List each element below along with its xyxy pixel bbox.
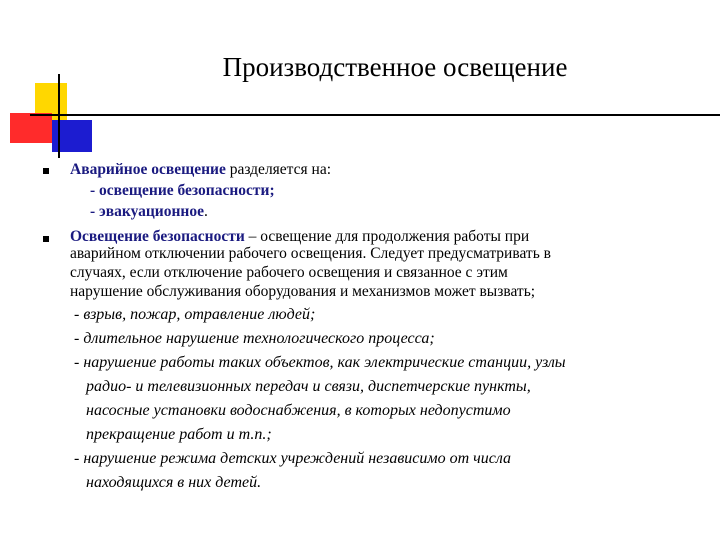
italic-line: - взрыв, пожар, отравление людей; — [70, 306, 316, 323]
italic-line: насосные установки водоснабжения, в которых недопустимо — [70, 402, 511, 419]
decor-red-square — [10, 113, 52, 143]
bullet1-sub1: - освещение безопасности; — [90, 182, 275, 199]
italic-line: прекращение работ и т.п.; — [70, 426, 272, 443]
bullet2-line: случаях, если отключение рабочего освещения и связанное с этим — [70, 264, 508, 281]
italic-line: - нарушение работы таких объектов, как электрические станции, узлы — [70, 354, 566, 371]
decor-vertical-line — [58, 74, 60, 158]
bullet1-line — [70, 161, 331, 178]
italic-line: находящихся в них детей. — [70, 474, 262, 491]
bullet2-term: Освещение безопасности — [70, 228, 245, 245]
bullet1-term: Аварийное освещение — [70, 161, 226, 178]
italic-line: радио- и телевизионных передач и связи, диспетчерские пункты, — [70, 378, 531, 395]
slide-title: Производственное освещение — [222, 52, 568, 82]
bullet1-sub2-bold: - эвакуационное — [90, 203, 204, 220]
bullet2-line: аварийном отключении рабочего освещения. Следует предусматривать в — [70, 245, 551, 262]
bullet2-line: нарушение обслуживания оборудования и механизмов может вызвать; — [70, 283, 536, 300]
italic-line: - нарушение режима детских учреждений независимо от числа — [70, 450, 512, 467]
bullet1-sub2 — [90, 203, 208, 220]
bullet1-rest: разделяется на: — [225, 161, 332, 178]
bullet2-rest: – освещение для продолжения работы при — [244, 228, 530, 245]
italic-line: - длительное нарушение технологического процесса; — [70, 330, 435, 347]
bullet1-sub2-end: . — [203, 203, 208, 220]
bullet2-line — [70, 228, 529, 245]
bullet-marker — [43, 168, 49, 174]
bullet-marker — [43, 236, 49, 242]
decor-horizontal-line — [30, 114, 720, 116]
